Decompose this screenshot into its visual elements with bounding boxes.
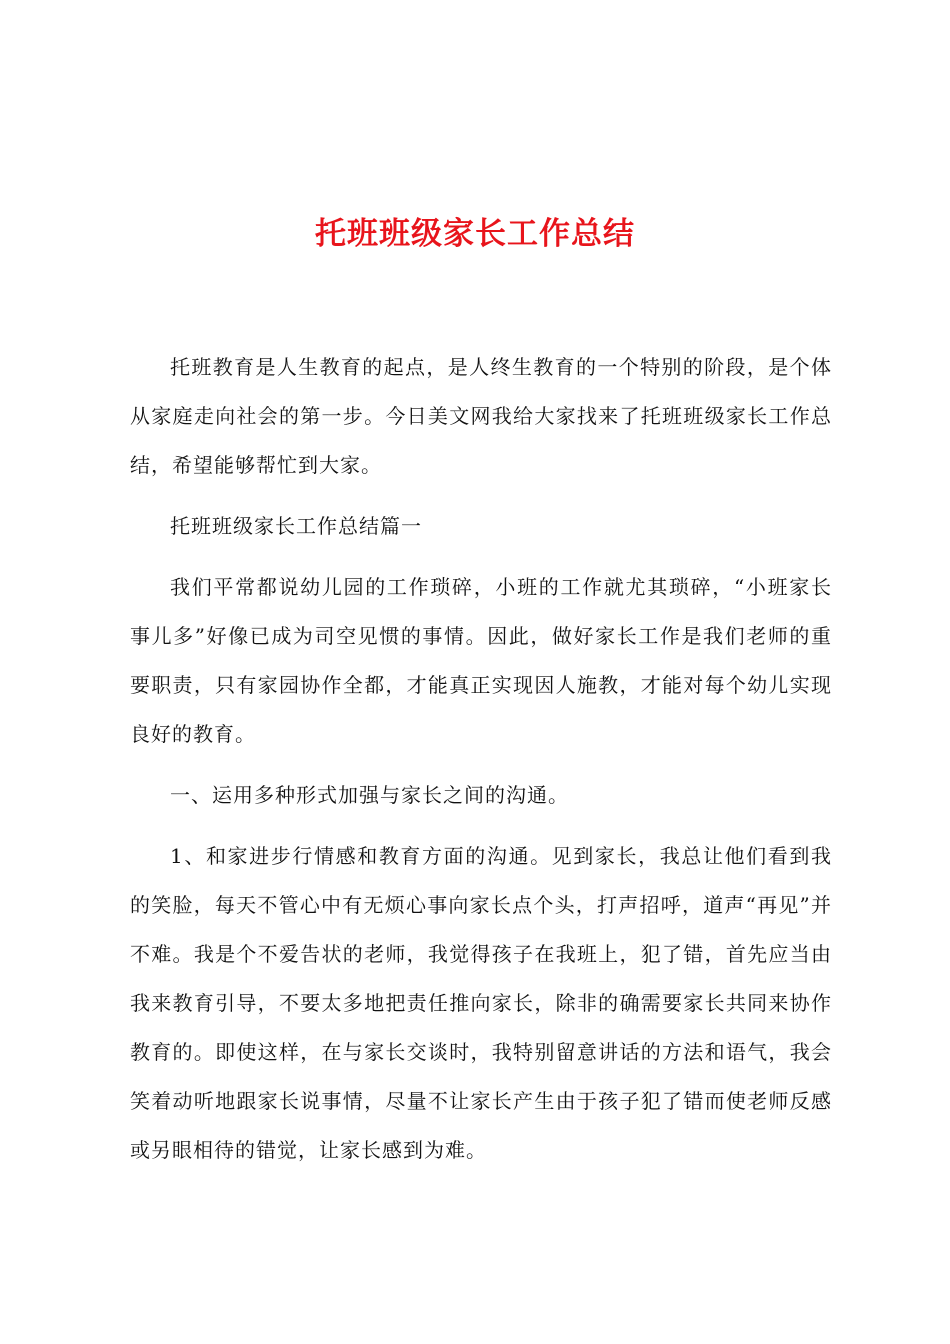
document-body <box>130 343 832 1187</box>
paragraph-point-one: 一、运用多种形式加强与家长之间的沟通。 <box>170 783 569 807</box>
paragraph-intro: 托班教育是人生教育的起点，是人终生教育的一个特别的阶段，是个体从家庭走向社会的第一步。今日美文网我给大家找来了托班班级家长工作总结，希望能够帮忙到大家。 <box>130 355 832 477</box>
paragraph-section-heading: 托班班级家长工作总结篇一 <box>170 514 422 538</box>
document-title: 托班班级家长工作总结 <box>315 216 635 252</box>
paragraph-opening: 我们平常都说幼儿园的工作琐碎，小班的工作就尤其琐碎，“小班家长事儿多”好像已成为司空见惯的事情。因此，做好家长工作是我们老师的重要职责，只有家园协作全都，才能真正实现因人施教，才能对每个幼儿实现良好的教育。 <box>130 575 832 746</box>
paragraph-point-one-detail: 1、和家进步行情感和教育方面的沟通。见到家长，我总让他们看到我的笑脸，每天不管心中有无烦心事向家长点个头，打声招呼，道声“再见”并不难。我是个不爱告状的老师，我觉得孩子在我班上，犯了错，首先应当由我来教育引导，不要太多地把责任推向家长，除非的确需要家长共同来协作教育的。即使这样，在与家长交谈时，我特别留意讲话的方法和语气，我会笑着动听地跟家长说事情，尽量不让家长产生由于孩子犯了错而使老师反感或另眼相待的错觉，让家长感到为难。 <box>130 844 832 1162</box>
